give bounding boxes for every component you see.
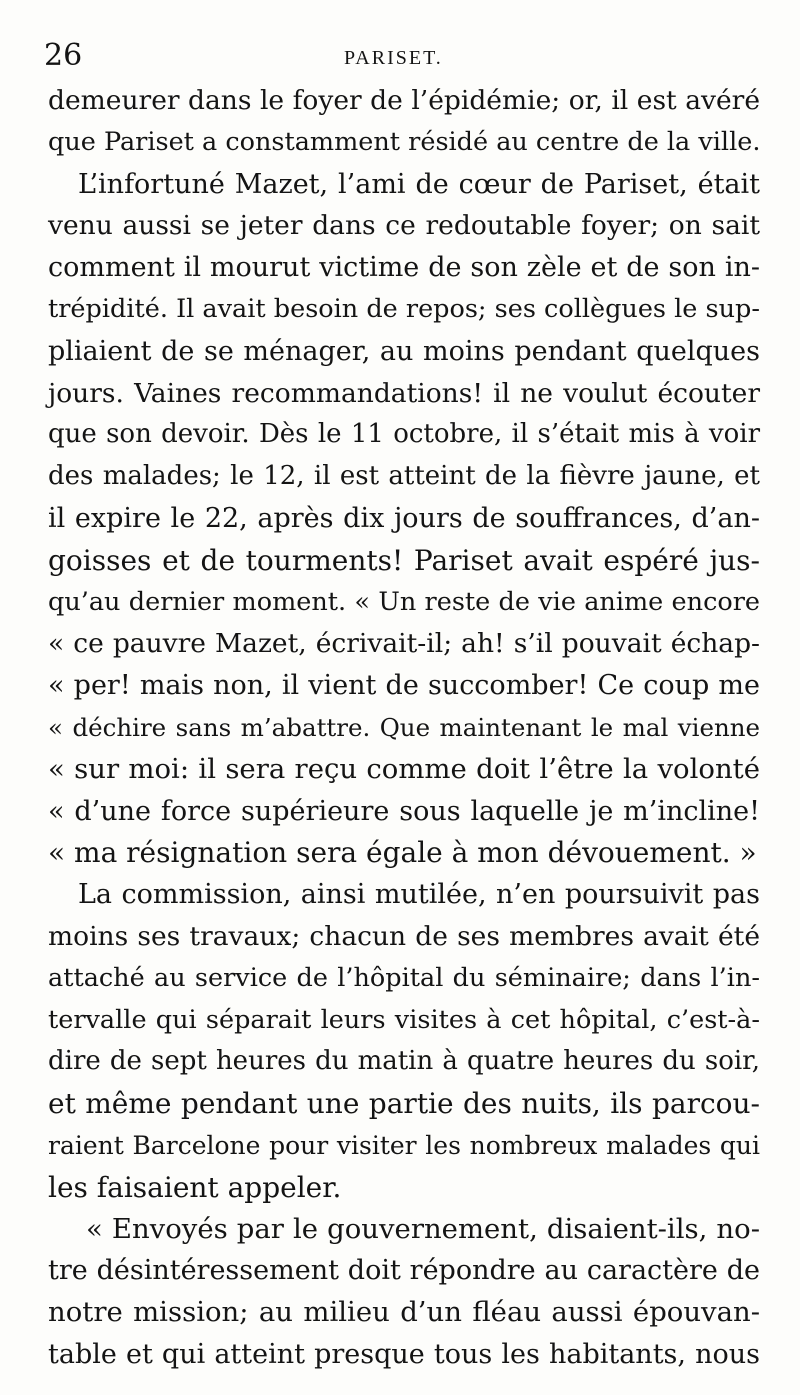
text-line: trépidité. Il avait besoin de repos; ses collègues le sup- <box>48 293 760 324</box>
text-line: table et qui atteint presque tous les habitants, nous <box>48 1338 760 1370</box>
text-line: et même pendant une partie des nuits, ils parcou- <box>48 1087 760 1121</box>
text-line: tervalle qui séparait leurs visites à cet hôpital, c’est-à- <box>48 1004 760 1035</box>
text-line: « déchire sans m’abattre. Que maintenant le mal vienne <box>48 712 760 742</box>
text-line: venu aussi se jeter dans ce redoutable foyer; on sait <box>48 210 760 242</box>
running-title: PARISET. <box>344 47 443 69</box>
page-number: 26 <box>44 38 83 73</box>
text-line: « ce pauvre Mazet, écrivait-il; ah! s’il pouvait échap- <box>48 628 760 660</box>
text-line: « d’une force supérieure sous laquelle je m’incline! <box>48 795 760 827</box>
text-line: L’infortuné Mazet, l’ami de cœur de Pariset, était <box>78 168 760 200</box>
text-line: dire de sept heures du matin à quatre heures du soir, <box>48 1046 760 1077</box>
text-line: qu’au dernier moment. « Un reste de vie anime encore <box>48 586 760 617</box>
text-line: tre désintéressement doit répondre au caractère de <box>48 1255 760 1287</box>
text-line: des malades; le 12, il est atteint de la fièvre jaune, et <box>48 461 760 492</box>
text-line: il expire le 22, après dix jours de souffrances, d’an- <box>48 502 760 534</box>
text-line: goisses et de tourments! Pariset avait espéré jus- <box>48 543 760 577</box>
text-line: demeurer dans le foyer de l’épidémie; or, il est avéré <box>48 85 760 116</box>
text-line: « per! mais non, il vient de succomber! Ce coup me <box>48 670 760 702</box>
text-line: raient Barcelone pour visiter les nombreux malades qui <box>48 1130 760 1160</box>
page-header <box>44 36 756 76</box>
text-line: que son devoir. Dès le 11 octobre, il s’était mis à voir <box>48 419 760 450</box>
text-line: La commission, ainsi mutilée, n’en poursuivit pas <box>78 879 760 911</box>
body-text <box>48 80 760 1376</box>
text-line: comment il mourut victime de son zèle et de son in- <box>48 252 760 284</box>
text-line: notre mission; au milieu d’un fléau aussi épouvan- <box>48 1296 760 1329</box>
text-line: que Pariset a constamment résidé au centre de la ville. <box>48 126 761 157</box>
text-line: moins ses travaux; chacun de ses membres avait été <box>48 920 760 952</box>
text-line: « sur moi: il sera reçu comme doit l’être la volonté <box>48 752 760 785</box>
text-line: pliaient de se ménager, au moins pendant quelques <box>48 335 760 367</box>
text-line: « Envoyés par le gouvernement, disaient-ils, no- <box>86 1212 760 1245</box>
text-line: « ma résignation sera égale à mon dévouement. » <box>48 836 757 870</box>
text-line: attaché au service de l’hôpital du séminaire; dans l’in- <box>48 962 760 993</box>
text-line: jours. Vaines recommandations! il ne voulut écouter <box>48 377 760 409</box>
text-line: les faisaient appeler. <box>48 1170 342 1204</box>
